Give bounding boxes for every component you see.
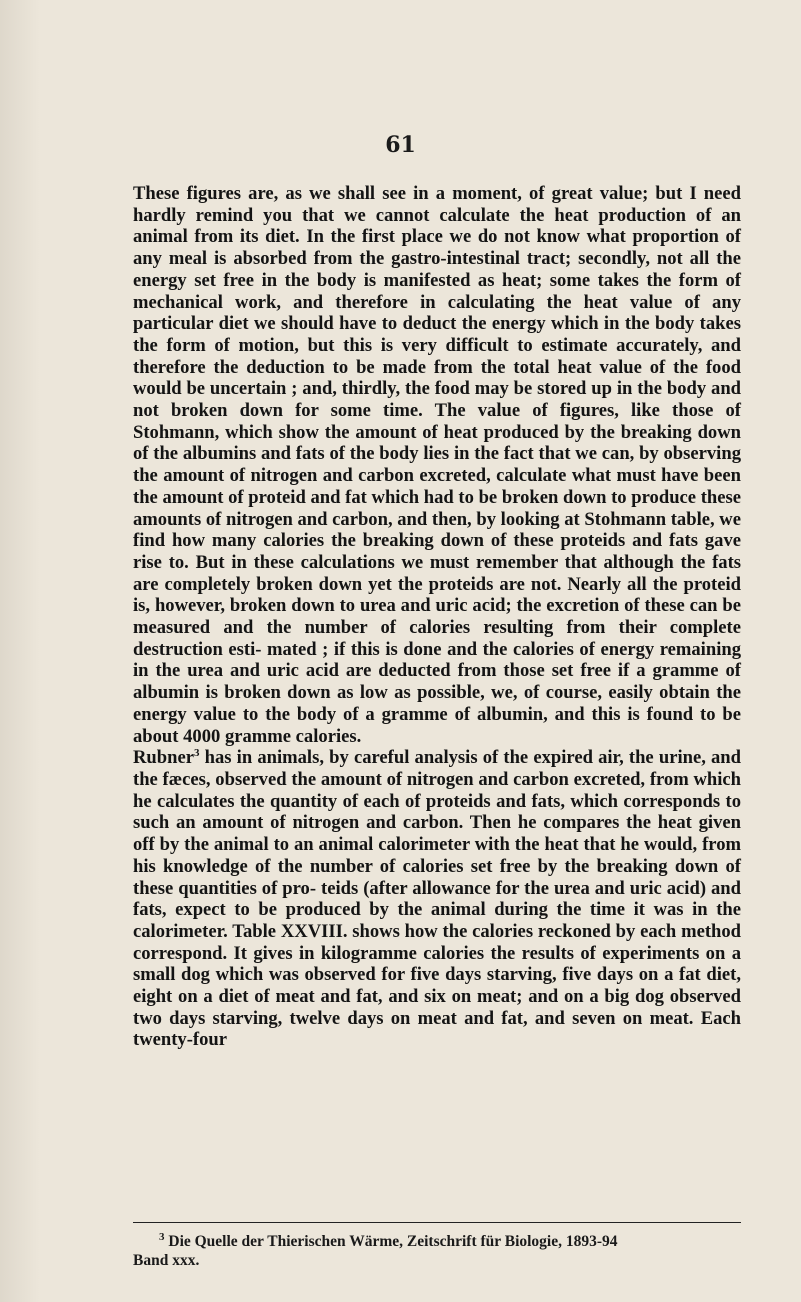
binding-shadow <box>0 0 40 1302</box>
paragraph-2-text: has in animals, by careful analysis of the expired air, the urine, and the fæces, observed the amount of nitrogen and carbon excreted, from which he calculates the quantity of each of proteids and fats, which corresponds to such an amount of nitrogen and carbon. Then he compares the heat given off by the animal to an animal calorimeter with the heat that he would, from his knowledge of the number of calories set free by the breaking down of these quantities of pro- teids (after allowance for the urea and uric acid) and fats, expect to be produced by the animal during the time it was in the calorimeter. Table XXVIII. shows how the calories reckoned by each method correspond. It gives in kilogramme calories the results of experiments on a small dog which was observed for five days starving, five days on a fat diet, eight on a diet of meat and fat, and six on meat; and on a big dog observed two days starving, twelve days on meat and fat, and seven on meat. Each twenty-four <box>133 747 741 1051</box>
paragraph-2 <box>133 747 741 1051</box>
page-number: 61 <box>385 132 416 158</box>
paragraph-1: These figures are, as we shall see in a moment, of great value; but I need hardly remind you that we cannot calculate the heat production of an animal from its diet. In the first place we do not know what proportion of any meal is absorbed from the gastro-intestinal tract; secondly, not all the energy set free in the body is manifested as heat; some takes the form of mechanical work, and therefore in calculating the heat value of any particular diet we should have to deduct the energy which in the body takes the form of motion, but this is very difficult to estimate accurately, and therefore the deduction to be made from the total heat value of the food would be uncertain ; and, thirdly, the food may be stored up in the body and not broken down for some time. The value of figures, like those of Stohmann, which show the amount of heat produced by the breaking down of the albumins and fats of the body lies in the fact that we can, by observing the amount of nitrogen and carbon excreted, calculate what must have been the amount of proteid and fat which had to be broken down to produce these amounts of nitrogen and carbon, and then, by looking at Stohmann table, we find how many calories the breaking down of these proteids and fats gave rise to. But in these calculations we must remember that although the fats are completely broken down yet the proteids are not. Nearly all the proteid is, however, broken down to urea and uric acid; the excretion of these can be measured and the number of calories resulting from their complete destruction esti- mated ; if this is done and the calories of energy remaining in the urea and uric acid are deducted from those set free if a gramme of albumin is broken down as low as possible, we, of course, easily obtain the energy value to the body of a gramme of albumin, and this is found to be about 4000 gramme calories. <box>133 183 741 747</box>
footnote-line-1 <box>133 1232 741 1251</box>
footnote-citation: Die Quelle der Thierischen Wärme, Zeitschrift für Biologie, 1893-94 <box>164 1233 618 1250</box>
body-text <box>133 183 741 1051</box>
paragraph-2-lead: Rubner <box>133 747 194 769</box>
footnote-marker: 3 <box>159 1230 165 1243</box>
footnote-reference: 3 <box>193 747 200 760</box>
footnote-divider <box>133 1222 741 1223</box>
footnote-line-2: Band xxx. <box>133 1252 200 1269</box>
footnote <box>133 1232 741 1270</box>
